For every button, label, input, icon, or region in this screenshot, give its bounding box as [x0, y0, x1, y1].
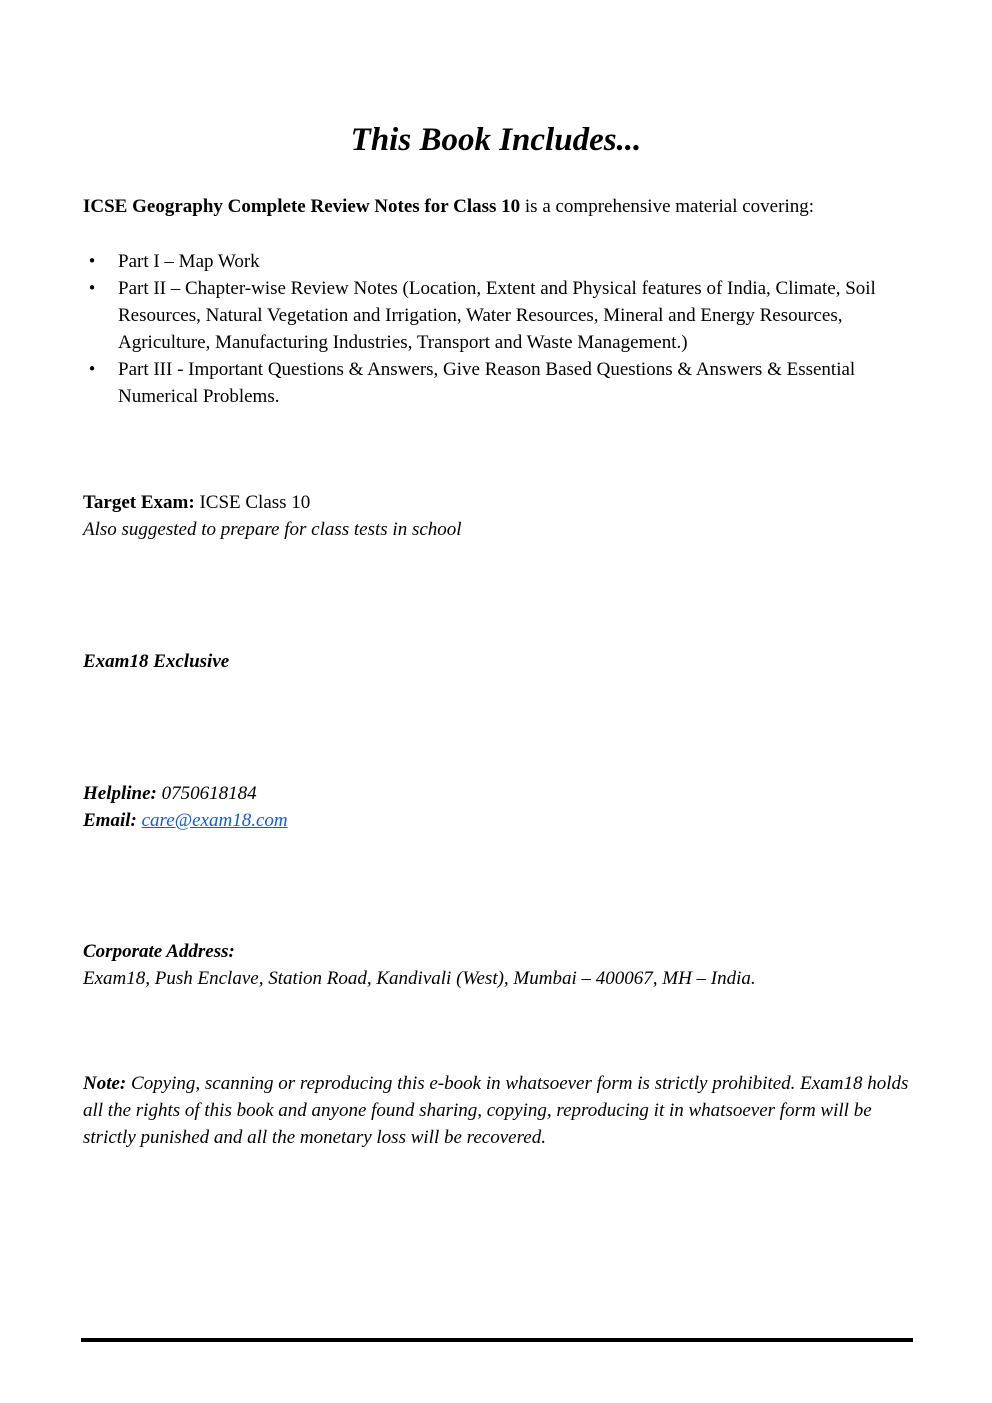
note-text: Copying, scanning or reproducing this e-book in whatsoever form is strictly prohibited. Exam18 holds all the rights of this book and anyone found sharing, copying, reproducing it in whatsoever form will be strictly punished and all the monetary loss will be recovered. — [83, 1073, 909, 1148]
address-section — [83, 938, 913, 992]
bullet-icon: • — [87, 252, 97, 270]
list-item-text: Part III - Important Questions & Answers, Give Reason Based Questions & Answers & Essential Numerical Problems. — [118, 359, 856, 407]
intro-description: is a comprehensive material covering: — [520, 196, 815, 217]
target-exam-line — [83, 489, 913, 516]
list-item-text: Part II – Chapter-wise Review Notes (Location, Extent and Physical features of India, Climate, Soil Resources, Natural Vegetation and Irrigation, Water Resources, Mineral and Energy Resources, Agriculture, Manufacturing Industries, Transport and Waste Management.) — [118, 278, 876, 353]
email-line — [83, 807, 913, 834]
email-label: Email: — [83, 810, 137, 831]
note-label: Note: — [83, 1073, 127, 1094]
bullet-icon: • — [87, 279, 97, 297]
email-link[interactable]: care@exam18.com — [141, 810, 288, 831]
target-exam-value: ICSE Class 10 — [194, 492, 311, 513]
address-value: Exam18, Push Enclave, Station Road, Kandivali (West), Mumbai – 400067, MH – India. — [83, 968, 756, 989]
footer-divider — [81, 1338, 913, 1342]
intro-paragraph — [83, 193, 913, 220]
target-exam-section — [83, 489, 913, 543]
list-item — [83, 248, 913, 275]
copyright-note — [83, 1070, 913, 1151]
target-exam-label: Target Exam: — [83, 492, 195, 513]
contact-section — [83, 780, 913, 834]
address-label: Corporate Address: — [83, 941, 235, 962]
bullet-icon: • — [87, 360, 97, 378]
exclusive-label: Exam18 Exclusive — [83, 651, 230, 672]
helpline-line — [83, 780, 913, 807]
list-item — [83, 275, 913, 356]
target-suggestion: Also suggested to prepare for class tests in school — [83, 519, 462, 540]
contents-list — [83, 248, 913, 410]
helpline-label: Helpline: — [83, 783, 157, 804]
intro-book-name: ICSE Geography Complete Review Notes for Class 10 — [83, 196, 521, 217]
page-title: This Book Includes... — [350, 122, 642, 158]
list-item-text: Part I – Map Work — [118, 251, 260, 272]
helpline-value: 0750618184 — [156, 783, 257, 804]
list-item — [83, 356, 913, 410]
